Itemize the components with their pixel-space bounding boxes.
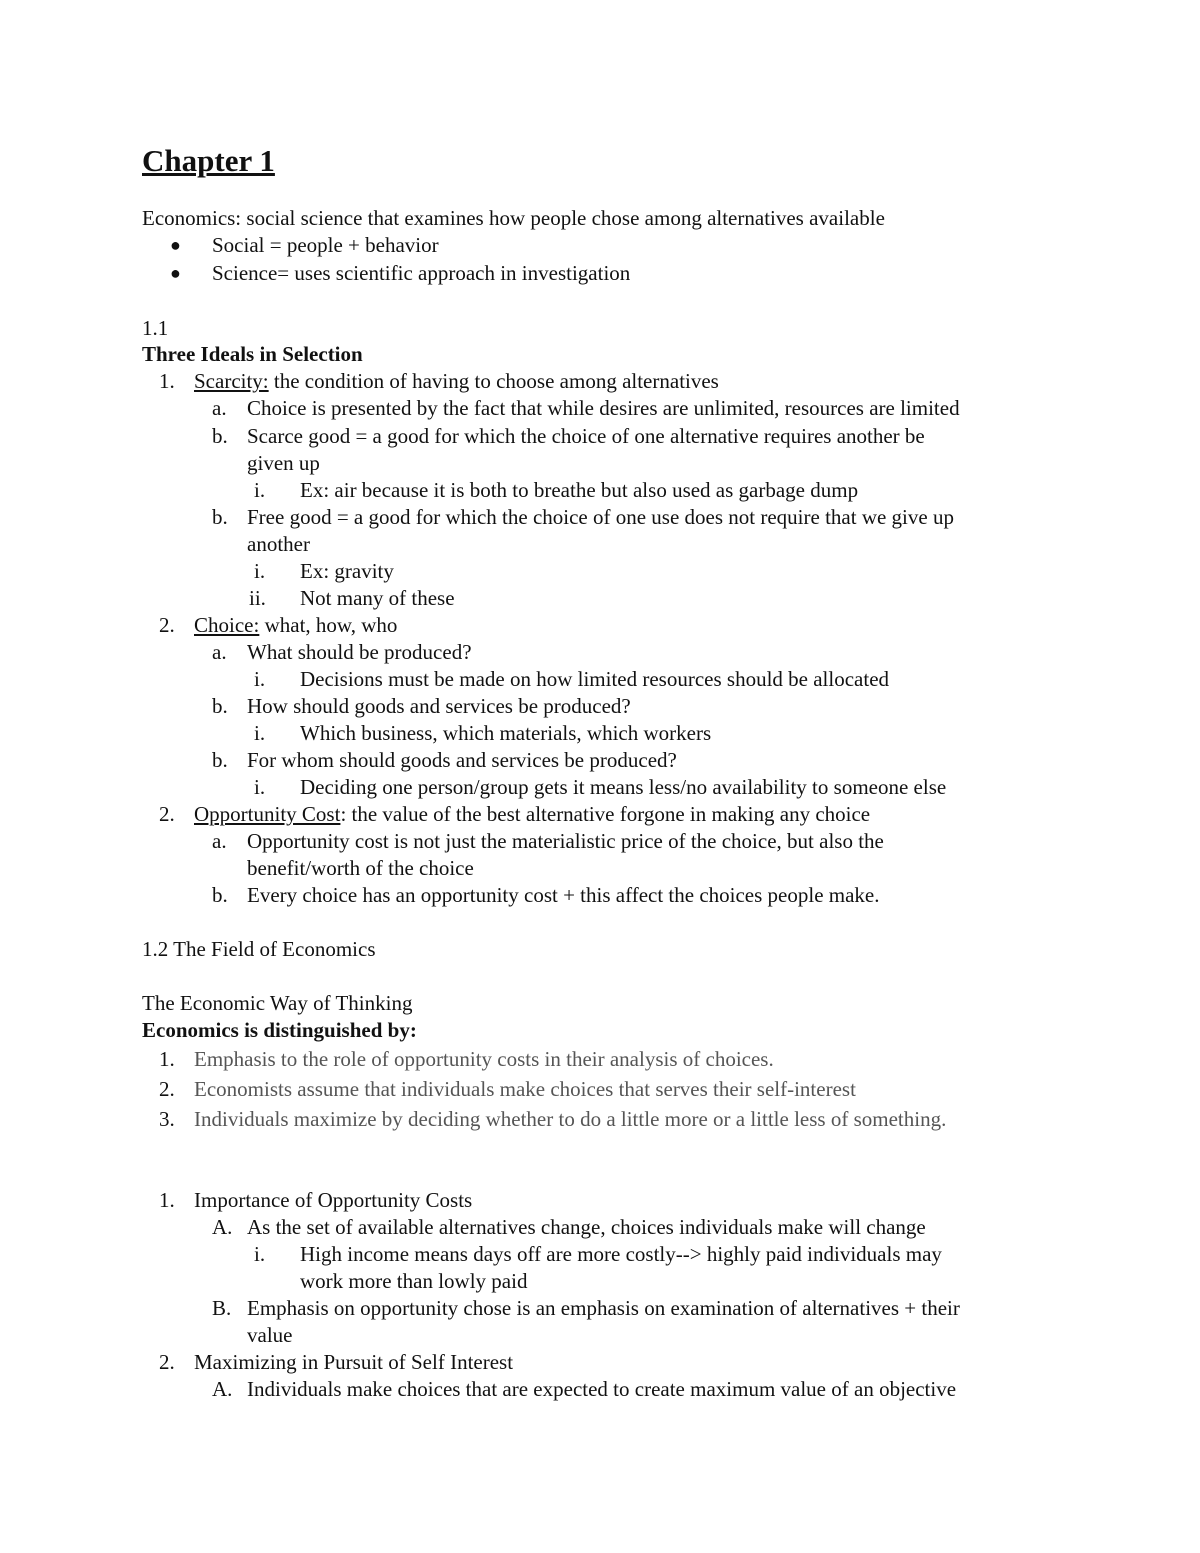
list-item: Opportunity cost is not just the materialistic price of the choice, but also the — [247, 829, 884, 853]
section-heading-1-2: 1.2 The Field of Economics — [142, 937, 376, 961]
list-item-scarcity — [194, 368, 719, 395]
list-marker: i. — [254, 667, 266, 691]
list-marker: a. — [212, 396, 227, 420]
list-marker: i. — [254, 721, 266, 745]
opportunity-cost-definition: : the value of the best alternative forgone in making any choice — [340, 802, 871, 826]
intro-bullet-social: Social = people + behavior — [212, 233, 439, 257]
list-marker: 1. — [159, 1188, 175, 1212]
list-marker: 2. — [159, 1350, 175, 1374]
list-item: Not many of these — [300, 586, 455, 610]
list-marker: i. — [254, 559, 266, 583]
list-marker: ii. — [249, 586, 266, 610]
list-item: Individuals maximize by deciding whether to do a little more or a little less of something. — [194, 1107, 947, 1131]
intro-bullet-science: Science= uses scientific approach in investigation — [212, 261, 631, 285]
list-marker: b. — [212, 424, 228, 448]
list-item: Deciding one person/group gets it means less/no availability to someone else — [300, 775, 947, 799]
chapter-title: Chapter 1 — [142, 143, 275, 178]
bold-heading: Economics is distinguished by: — [142, 1018, 417, 1042]
list-item: Scarce good = a good for which the choice of one alternative requires another be — [247, 424, 925, 448]
list-item-continuation: given up — [247, 451, 320, 475]
list-item: High income means days off are more costly--> highly paid individuals may — [300, 1242, 942, 1266]
scarcity-definition: the condition of having to choose among alternatives — [268, 369, 719, 393]
list-item: Individuals make choices that are expected to create maximum value of an objective — [247, 1377, 957, 1401]
list-item-continuation: benefit/worth of the choice — [247, 856, 474, 880]
list-marker: b. — [212, 694, 228, 718]
list-marker: a. — [212, 640, 227, 664]
term-opportunity-cost: Opportunity Cost — [194, 802, 341, 826]
list-item-continuation: work more than lowly paid — [300, 1269, 528, 1293]
list-marker: b. — [212, 883, 228, 907]
list-marker: 1. — [159, 369, 175, 393]
term-choice: Choice: — [194, 613, 260, 637]
economics-definition: Economics: social science that examines how people chose among alternatives available — [142, 206, 885, 230]
list-marker: 3. — [159, 1107, 175, 1131]
choice-definition: what, how, who — [259, 613, 398, 637]
list-marker: A. — [212, 1377, 233, 1401]
list-item: Every choice has an opportunity cost + this affect the choices people make. — [247, 883, 880, 907]
list-item: Decisions must be made on how limited resources should be allocated — [300, 667, 890, 691]
list-marker: A. — [212, 1215, 233, 1239]
list-marker: 2. — [159, 1077, 175, 1101]
section-heading: Three Ideals in Selection — [142, 342, 363, 366]
list-item-choice — [194, 612, 397, 639]
list-item: Importance of Opportunity Costs — [194, 1188, 473, 1212]
list-item: As the set of available alternatives change, choices individuals make will change — [247, 1215, 926, 1239]
list-marker: i. — [254, 775, 266, 799]
list-item: Which business, which materials, which workers — [300, 721, 712, 745]
list-item: Economists assume that individuals make choices that serves their self-interest — [194, 1077, 856, 1101]
list-marker: 2. — [159, 613, 175, 637]
list-marker: b. — [212, 505, 228, 529]
bullet-icon: ● — [170, 263, 181, 283]
list-marker: i. — [254, 478, 266, 502]
list-marker: B. — [212, 1296, 232, 1320]
list-marker: a. — [212, 829, 227, 853]
list-marker: i. — [254, 1242, 266, 1266]
list-item: For whom should goods and services be produced? — [247, 748, 677, 772]
bullet-icon: ● — [170, 235, 181, 255]
list-item: Ex: gravity — [300, 559, 394, 583]
list-item: Maximizing in Pursuit of Self Interest — [194, 1350, 514, 1374]
list-marker: 2. — [159, 802, 175, 826]
list-item-continuation: value — [247, 1323, 293, 1347]
term-scarcity: Scarcity: — [194, 369, 269, 393]
list-item: What should be produced? — [247, 640, 472, 664]
list-item: Emphasis on opportunity chose is an emphasis on examination of alternatives + their — [247, 1296, 960, 1320]
list-item: Free good = a good for which the choice of one use does not require that we give up — [247, 505, 954, 529]
subheading: The Economic Way of Thinking — [142, 991, 413, 1015]
list-item-opportunity-cost — [194, 801, 870, 828]
list-item: Ex: air because it is both to breathe but also used as garbage dump — [300, 478, 859, 502]
list-item: How should goods and services be produced? — [247, 694, 631, 718]
list-item-continuation: another — [247, 532, 310, 556]
list-marker: b. — [212, 748, 228, 772]
list-item: Choice is presented by the fact that while desires are unlimited, resources are limited — [247, 396, 960, 420]
list-marker: 1. — [159, 1047, 175, 1071]
list-item: Emphasis to the role of opportunity costs in their analysis of choices. — [194, 1047, 774, 1071]
section-number: 1.1 — [142, 316, 169, 340]
